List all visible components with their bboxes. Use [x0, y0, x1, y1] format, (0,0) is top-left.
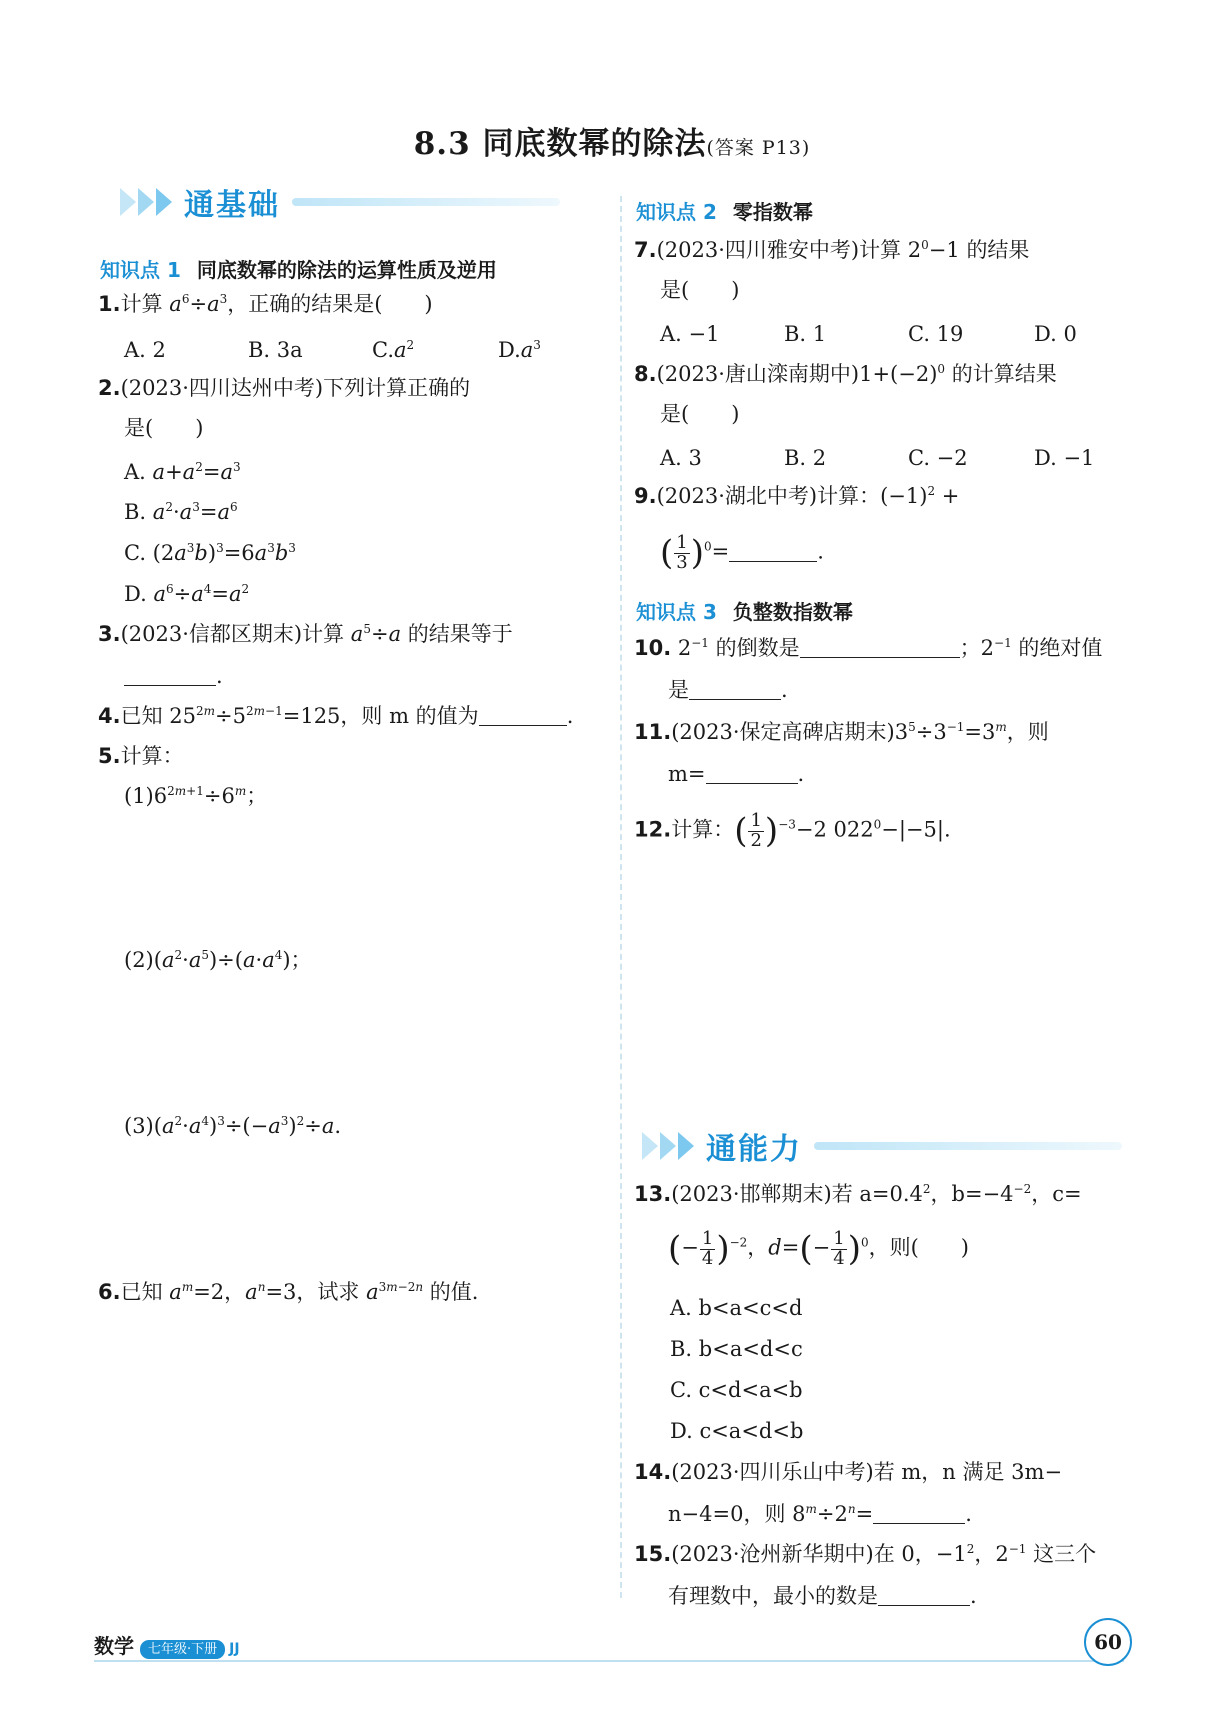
- question-5: 5.计算：: [98, 744, 184, 768]
- question-2: 2.(2023·四川达州中考)下列计算正确的: [98, 376, 471, 400]
- answer-blank[interactable]: [729, 540, 817, 562]
- question-3: 3.(2023·信都区期末)计算 $a^5\div a$ 的结果等于: [98, 622, 513, 646]
- q7-option-a[interactable]: A. −1: [660, 322, 720, 346]
- question-5-part-1: $(1)6^{2m+1}\div 6^m$；: [124, 784, 268, 808]
- answer-blank[interactable]: [873, 1502, 965, 1524]
- question-13: 13.(2023·邯郸期末)若 $a=0.4^2$，$b=-4^{-2}$，c=: [634, 1182, 1082, 1206]
- q2-option-b[interactable]: B. $a^2\cdot a^3=a^6$: [124, 500, 238, 524]
- q2-option-d[interactable]: D. $a^6\div a^4=a^2$: [124, 582, 250, 606]
- question-8: 8.(2023·唐山滦南期中)$1+(-2)^0$ 的计算结果: [634, 362, 1057, 386]
- q2-option-c[interactable]: C. $(2a^3b)^3=6a^3b^3$: [124, 541, 296, 565]
- q8-option-b[interactable]: B. 2: [784, 446, 827, 470]
- answer-blank[interactable]: [124, 664, 216, 686]
- q8-option-a[interactable]: A. 3: [660, 446, 702, 470]
- footer-rule: [94, 1660, 1124, 1662]
- knowledge-point-3: 知识点 3 负整数指数幂: [636, 600, 853, 624]
- knowledge-point-2: 知识点 2 零指数幂: [636, 200, 813, 224]
- q7-option-b[interactable]: B. 1: [784, 322, 827, 346]
- chevron-icon: [120, 188, 174, 216]
- q1-option-c[interactable]: $C.a^2$: [372, 338, 415, 362]
- q13-option-d[interactable]: D. c<a<d<b: [670, 1419, 804, 1443]
- q8-option-d[interactable]: D. −1: [1034, 446, 1095, 470]
- question-5-part-3: $(3)(a^2\cdot a^4)^3\div(-a^3)^2\div a$.: [124, 1114, 342, 1138]
- question-15: 15.(2023·沧州新华期中)在 0，$-1^2$，$2^{-1}$ 这三个: [634, 1542, 1097, 1566]
- answer-blank[interactable]: [878, 1584, 970, 1606]
- question-11: 11.(2023·保定高碑店期末)$3^5\div 3^{-1}=3^m$，则: [634, 720, 1049, 744]
- q1-option-a[interactable]: A. 2: [124, 338, 166, 362]
- q7-option-d[interactable]: D. 0: [1034, 322, 1077, 346]
- q13-option-b[interactable]: B. b<a<d<c: [670, 1337, 803, 1361]
- q13-option-a[interactable]: A. b<a<c<d: [670, 1296, 803, 1320]
- question-5-part-2: $(2)(a^2\cdot a^5)\div(a\cdot a^4)$；: [124, 948, 312, 972]
- answer-blank[interactable]: [800, 636, 960, 658]
- column-divider: [620, 196, 622, 1598]
- question-4: 4.已知 $25^{2m}\div 5^{2m-1}=125$，则 m 的值为 .: [98, 704, 574, 728]
- question-9: 9.(2023·湖北中考)计算：$(-1)^2$ +: [634, 484, 960, 508]
- q1-option-b[interactable]: B. 3a: [248, 338, 303, 362]
- page-title: 8.3 同底数幂的除法(答案 P13): [413, 126, 811, 162]
- question-12: 12.计算：( $\frac{1}{2}$ )$^{-3}$−2 $022^0-|-5|$.: [634, 809, 951, 851]
- chevron-icon: [642, 1132, 696, 1160]
- question-7: 7.(2023·四川雅安中考)计算 $2^0-1$ 的结果: [634, 238, 1030, 262]
- question-1: 1.计算 $a^6\div a^3$，正确的结果是( ): [98, 292, 433, 316]
- knowledge-point-1: 知识点 1 同底数幂的除法的运算性质及逆用: [100, 258, 497, 282]
- section-banner-basic: 通基础: [120, 180, 560, 224]
- question-10: 10. $2^{-1}$ 的倒数是 ；$2^{-1}$ 的绝对值: [634, 636, 1103, 660]
- question-6: 6.已知 $a^m=2$，$a^n=3$，试求 $a^{3m-2n}$ 的值.: [98, 1280, 479, 1304]
- answer-ref: (答案 P13): [706, 137, 811, 159]
- section-banner-ability: 通能力: [642, 1124, 1122, 1168]
- answer-blank[interactable]: [706, 762, 798, 784]
- footer-label: 数学 七年级·下册 JJ: [94, 1634, 240, 1658]
- page-number: 60: [1084, 1618, 1132, 1666]
- q2-option-a[interactable]: A. $a+a^2=a^3$: [124, 460, 241, 484]
- grade-badge: 七年级·下册: [140, 1640, 225, 1659]
- answer-blank[interactable]: [689, 678, 781, 700]
- question-14: 14.(2023·四川乐山中考)若 m，n 满足 3m−: [634, 1460, 1063, 1484]
- q1-option-d[interactable]: $D.a^3$: [498, 338, 541, 362]
- q13-option-c[interactable]: C. c<d<a<b: [670, 1378, 803, 1402]
- q7-option-c[interactable]: C. 19: [908, 322, 964, 346]
- answer-blank[interactable]: [479, 704, 567, 726]
- q8-option-c[interactable]: C. −2: [908, 446, 968, 470]
